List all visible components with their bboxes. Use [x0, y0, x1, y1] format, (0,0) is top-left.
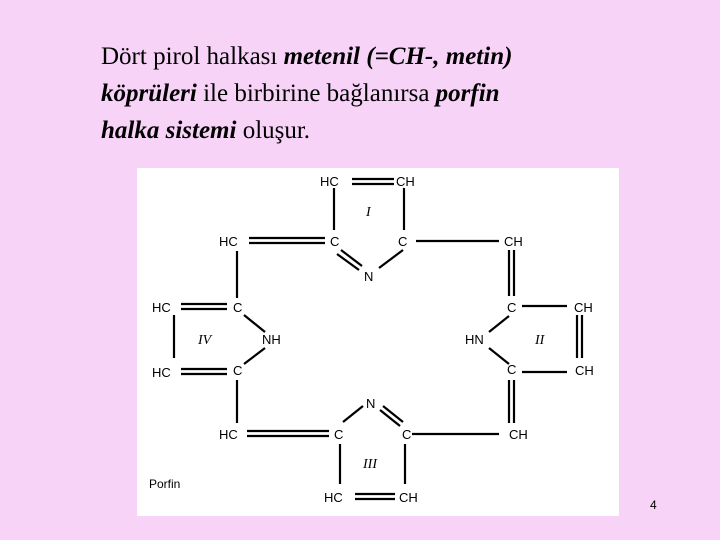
bond-lines — [174, 179, 582, 499]
atom-ring3-c-right: C — [402, 427, 412, 442]
text-emphasis-porfin: porfin — [435, 80, 500, 107]
atom-ring4-nh: NH — [262, 332, 281, 347]
text-plain-2: ile birbirine bağlanırsa — [196, 80, 436, 107]
atom-ring2-ch-top: CH — [574, 300, 593, 315]
ring-label-1: I — [366, 205, 371, 220]
atom-ring4-c-bottom: C — [233, 363, 243, 378]
slide-text — [101, 38, 661, 149]
slide-number: 4 — [650, 498, 657, 512]
atom-bridge-bottom-right: CH — [509, 427, 528, 442]
text-emphasis-bridges: köprüleri — [101, 80, 197, 107]
atom-ring2-c-bottom: C — [507, 362, 517, 377]
porphine-structure-svg — [137, 168, 619, 516]
text-plain-1: Dört pirol halkası — [101, 43, 284, 70]
ring-label-4: IV — [198, 333, 212, 348]
atom-ring3-c-left: C — [334, 427, 344, 442]
atom-bridge-top-left: HC — [219, 234, 238, 249]
atom-ring2-c-top: C — [507, 300, 517, 315]
atom-bridge-bottom-left: HC — [219, 427, 238, 442]
atom-ring2-hn: HN — [465, 332, 484, 347]
atom-ring2-ch-bottom: CH — [575, 363, 594, 378]
atom-ring1-c-left: C — [330, 234, 340, 249]
atom-ring4-hc-bottom: HC — [152, 365, 171, 380]
porphine-structure-figure — [137, 168, 619, 516]
atom-ring3-hc: HC — [324, 490, 343, 505]
atom-ring1-n: N — [364, 269, 374, 284]
atom-ring1-top-right: CH — [396, 174, 415, 189]
atom-ring4-hc-top: HC — [152, 300, 171, 315]
figure-caption: Porfin — [149, 477, 181, 491]
text-emphasis-ring-system: halka sistemi — [101, 117, 237, 144]
atom-ring3-n: N — [366, 396, 376, 411]
text-plain-3: oluşur. — [236, 117, 311, 144]
atom-ring4-c-top: C — [233, 300, 243, 315]
atom-ring1-c-right: C — [398, 234, 408, 249]
ring-label-3: III — [363, 457, 377, 472]
ring-label-2: II — [535, 333, 545, 348]
atom-ring3-ch: CH — [399, 490, 418, 505]
text-emphasis-methenyl: metenil (=CH-, metin) — [283, 43, 513, 70]
atom-ring1-top-left: HC — [320, 174, 339, 189]
atom-bridge-top-right: CH — [504, 234, 523, 249]
